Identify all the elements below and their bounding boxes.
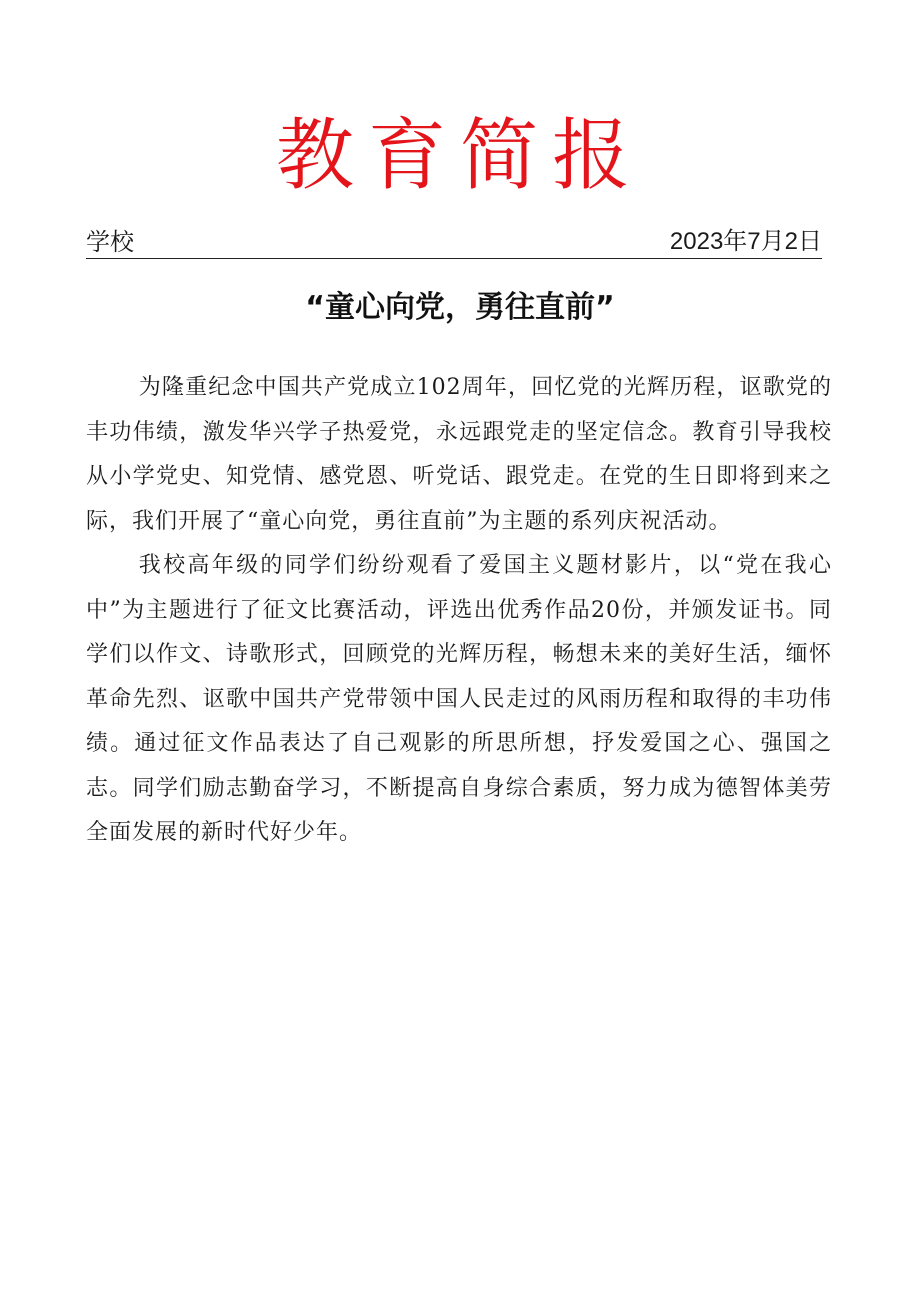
article-headline: “童心向党，勇往直前” [305, 290, 615, 325]
article-paragraph: 为隆重纪念中国共产党成立102周年，回忆党的光辉历程，讴歌党的丰功伟绩，激发华兴学子热爱党，永远跟党走的坚定信念。教育引导我校从小学党史、知党情、感党恩、听党话、跟党走。在党的生日即将到来之际，我们开展了“童心向党，勇往直前”为主题的系列庆祝活动。 [86, 375, 832, 534]
issue-date: 2023年7月2日 [669, 228, 822, 255]
school-label: 学校 [86, 228, 134, 256]
article-body [86, 366, 832, 856]
article-paragraph: 我校高年级的同学们纷纷观看了爱国主义题材影片，以“党在我心中”为主题进行了征文比赛活动，评选出优秀作品20份，并颁发证书。同学们以作文、诗歌形式，回顾党的光辉历程，畅想未来的美好生活，缅怀革命先烈、讴歌中国共产党带领中国人民走过的风雨历程和取得的丰功伟绩。通过征文作品表达了自己观影的所思所想，抒发爱国之心、强国之志。同学们励志勤奋学习，不断提高自身综合素质，努力成为德智体美劳全面发展的新时代好少年。 [86, 553, 832, 845]
masthead-title: 教育简报 [275, 111, 644, 201]
meta-line [86, 226, 822, 259]
